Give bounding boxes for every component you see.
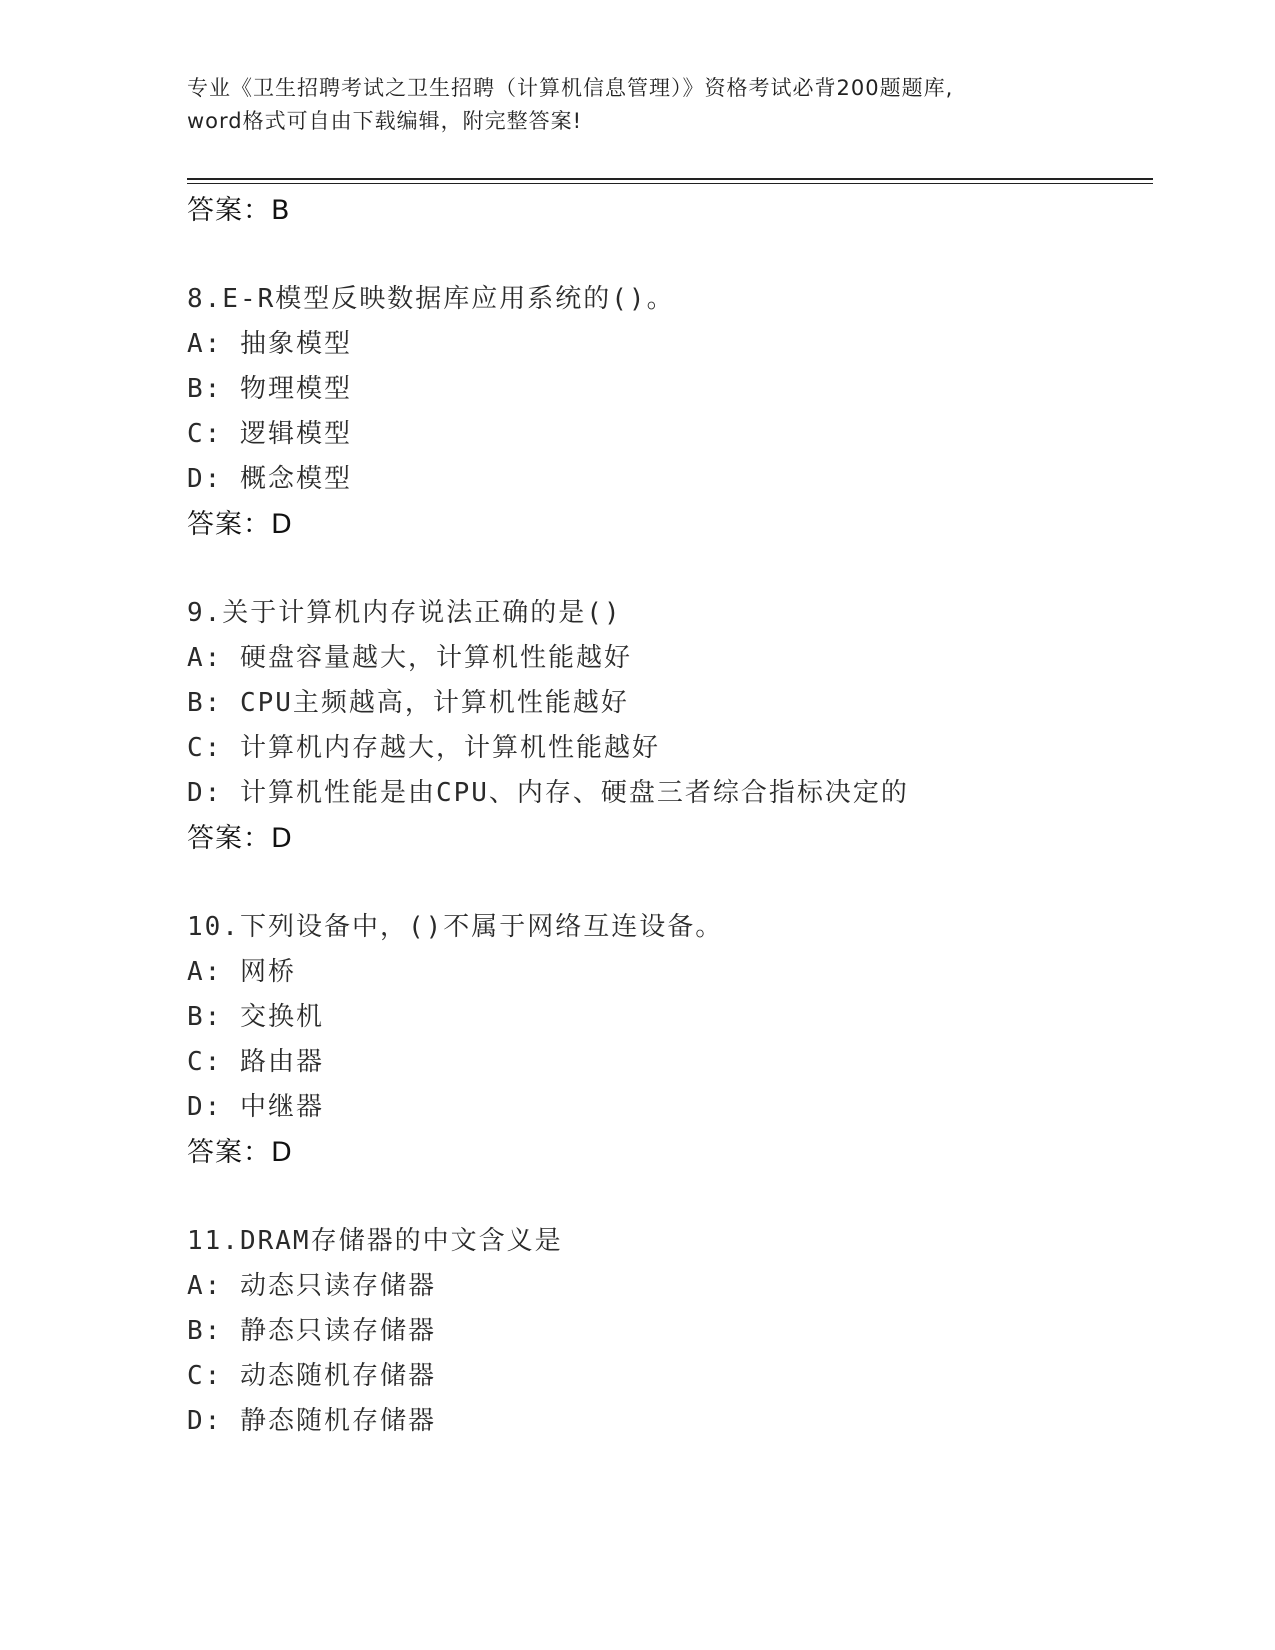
option-c: C: 动态随机存储器 (187, 1361, 436, 1391)
answer-line: 答案：D (187, 509, 293, 540)
option-d: D: 静态随机存储器 (187, 1406, 436, 1436)
question-11 (187, 1219, 1167, 1444)
spacer (187, 1175, 1167, 1219)
option-c: C: 路由器 (187, 1047, 324, 1077)
spacer (187, 861, 1167, 905)
answer-line: 答案：B (187, 195, 291, 226)
option-a: A: 抽象模型 (187, 329, 352, 359)
question-9 (187, 591, 1167, 861)
question-stem: 10.下列设备中，()不属于网络互连设备。 (187, 912, 724, 942)
option-d: D: 概念模型 (187, 464, 352, 494)
option-a: A: 硬盘容量越大，计算机性能越好 (187, 643, 632, 673)
spacer (187, 233, 1167, 277)
option-a: A: 动态只读存储器 (187, 1271, 436, 1301)
option-c: C: 计算机内存越大，计算机性能越好 (187, 733, 660, 763)
option-b: B: CPU主频越高，计算机性能越好 (187, 688, 629, 718)
answer-line: 答案：D (187, 1137, 293, 1168)
question-stem: 9.关于计算机内存说法正确的是() (187, 598, 622, 628)
question-8 (187, 277, 1167, 547)
option-b: B: 物理模型 (187, 374, 352, 404)
option-c: C: 逻辑模型 (187, 419, 352, 449)
answer-line: 答案：D (187, 823, 293, 854)
option-d: D: 中继器 (187, 1092, 324, 1122)
question-list (187, 188, 1167, 1444)
option-a: A: 网桥 (187, 957, 296, 987)
spacer (187, 547, 1167, 591)
header-line-1: 专业《卫生招聘考试之卫生招聘（计算机信息管理）》资格考试必背200题题库, (187, 76, 954, 100)
question-10 (187, 905, 1167, 1175)
option-d: D: 计算机性能是由CPU、内存、硬盘三者综合指标决定的 (187, 778, 909, 808)
header-divider-thick (187, 178, 1153, 180)
option-b: B: 静态只读存储器 (187, 1316, 436, 1346)
question-stem: 8.E-R模型反映数据库应用系统的()。 (187, 284, 675, 314)
header-divider-thin (187, 183, 1153, 184)
option-b: B: 交换机 (187, 1002, 324, 1032)
header-line-2: word格式可自由下载编辑，附完整答案! (187, 109, 583, 133)
document-header (187, 72, 1087, 138)
question-stem: 11.DRAM存储器的中文含义是 (187, 1226, 563, 1256)
